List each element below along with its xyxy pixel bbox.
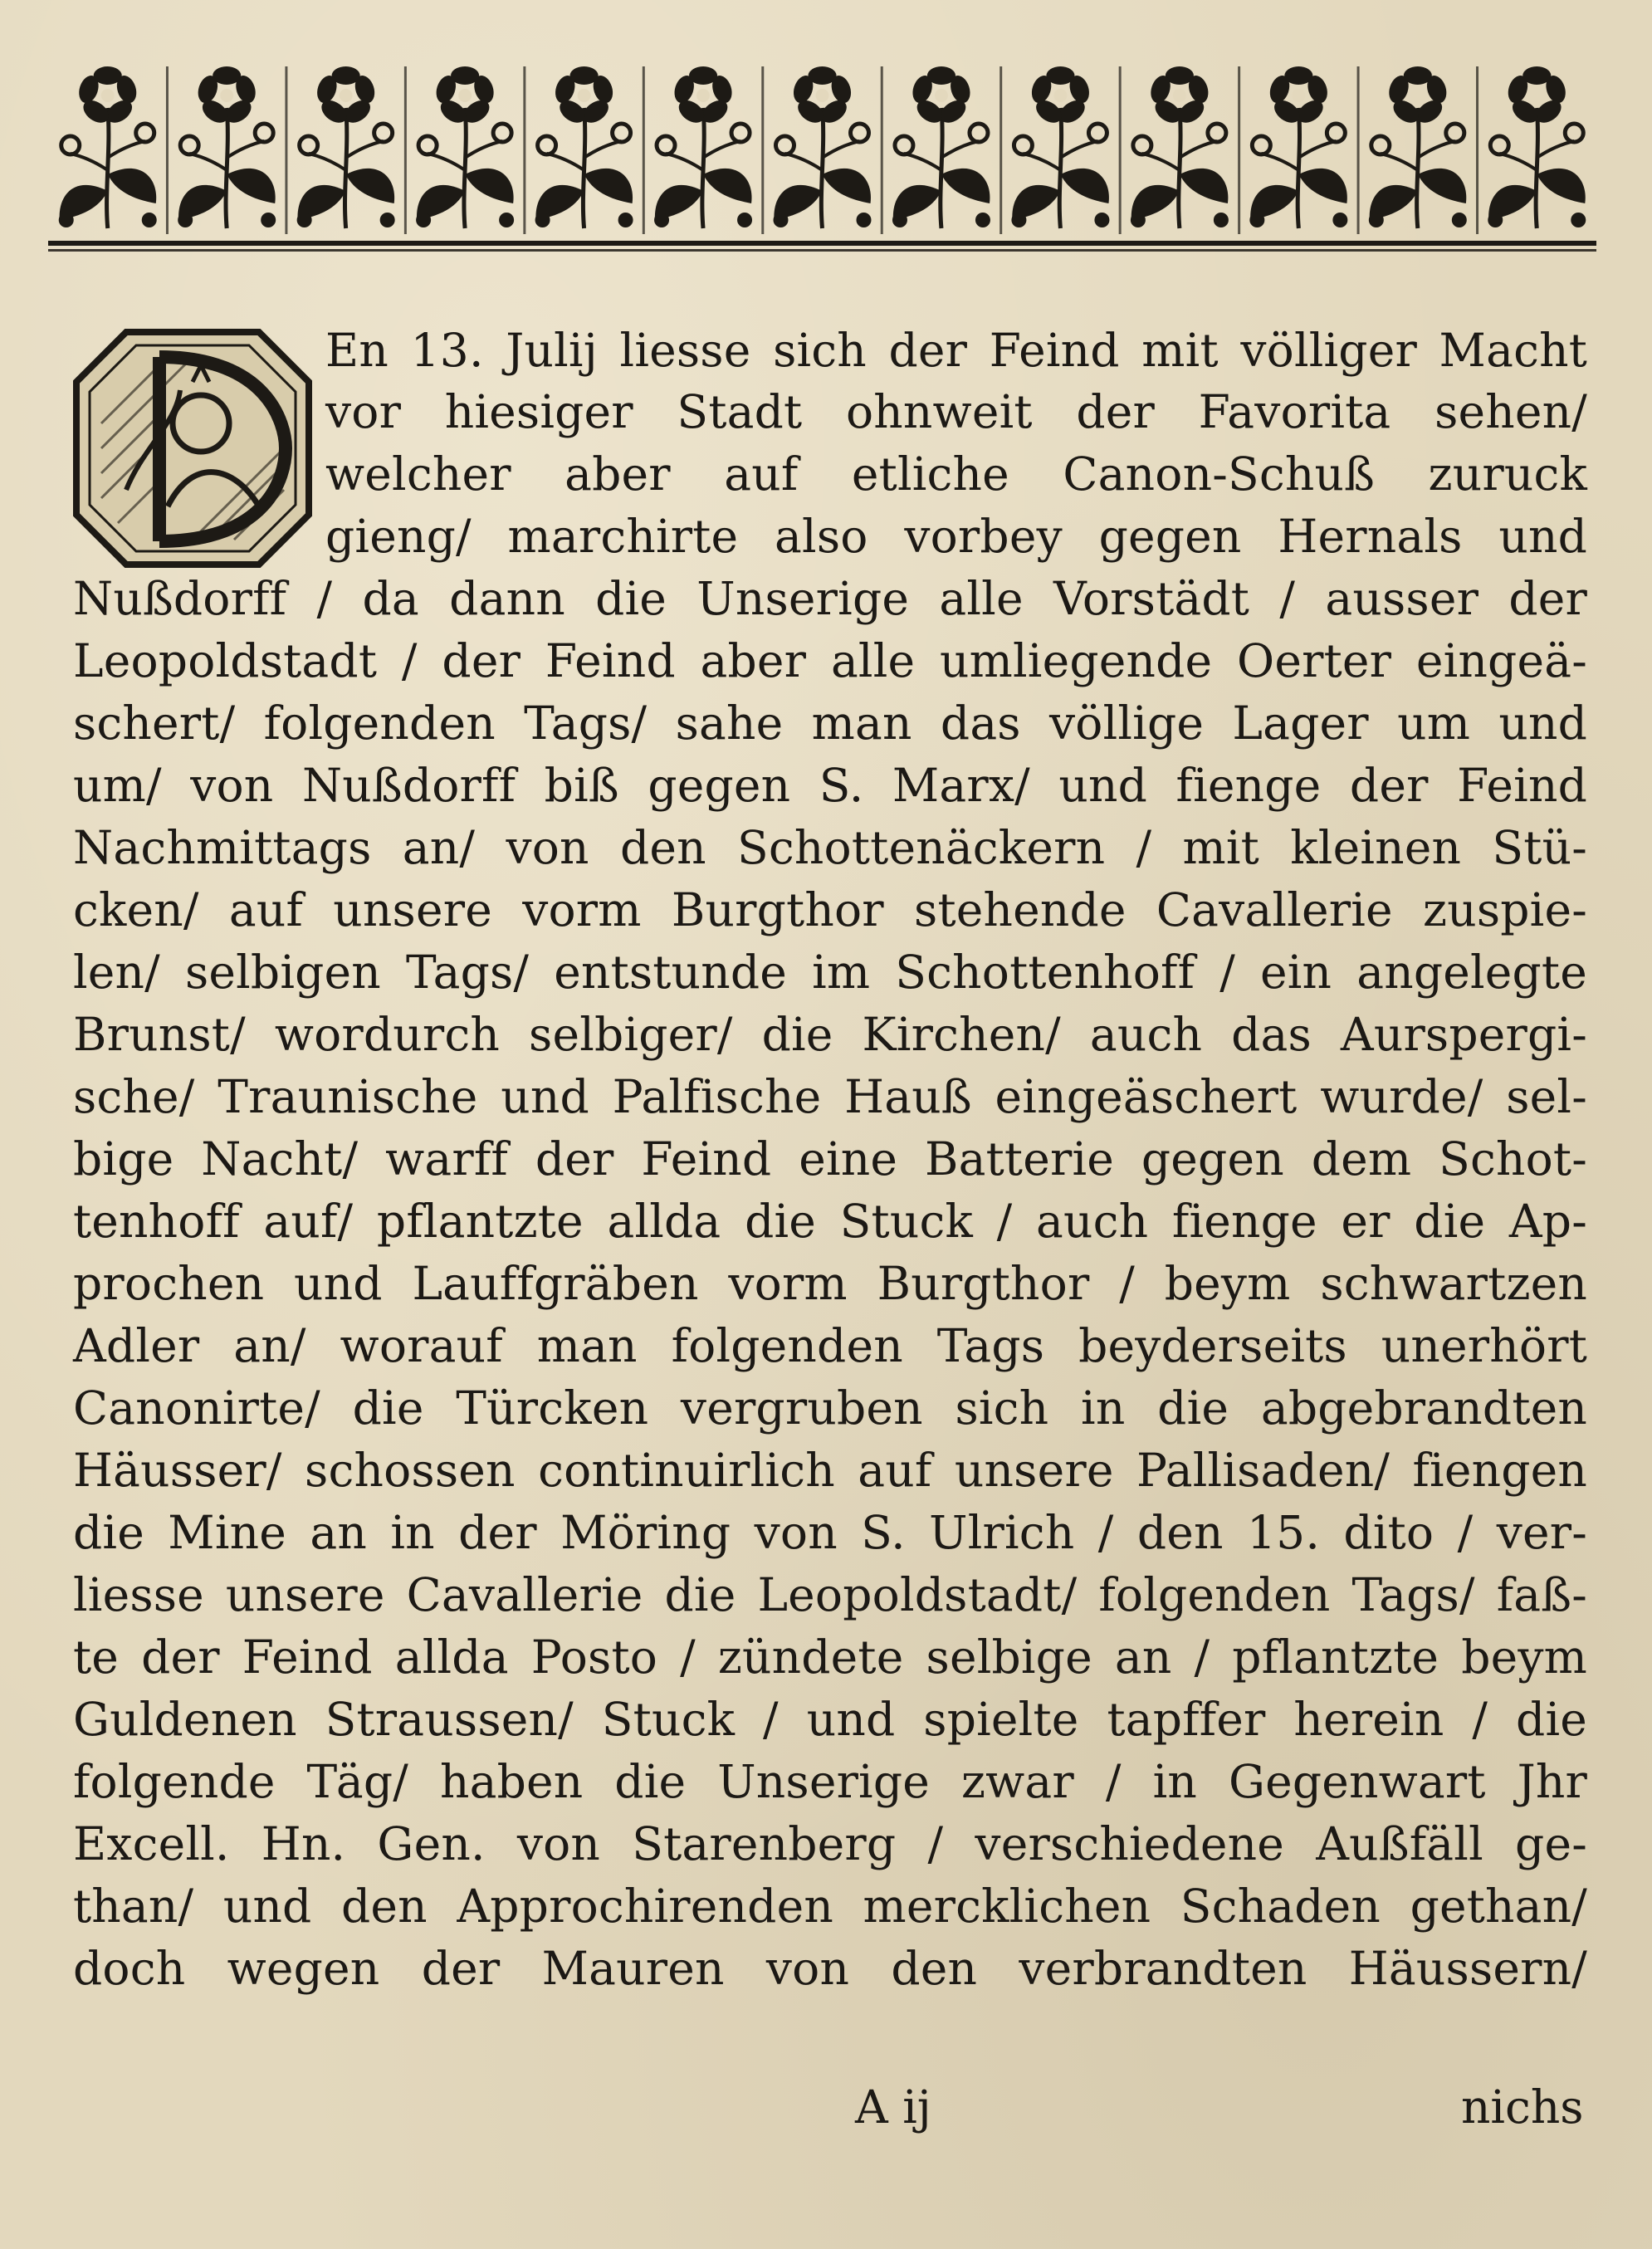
text-line: liesse unsere Cavallerie die Leopoldstadt/ folgenden Tags/ faß-	[73, 1568, 1587, 1621]
text-line: tenhoff auf/ pflantzte allda die Stuck / auch fienge er die Ap-	[73, 1195, 1587, 1248]
text-line: En 13. Julij liesse sich der Feind mit völliger Macht	[325, 324, 1587, 377]
text-line: Brunst/ wordurch selbiger/ die Kirchen/ auch das Aurspergi-	[73, 1008, 1587, 1061]
text-line: Leopoldstadt / der Feind aber alle umliegende Oerter eingeä-	[73, 634, 1587, 687]
text-line: sche/ Traunische und Palfische Hauß eingeäschert wurde/ sel-	[73, 1070, 1587, 1123]
text-line: prochen und Lauffgräben vorm Burgthor / beym schwartzen	[73, 1257, 1587, 1310]
text-line: schert/ folgenden Tags/ sahe man das völlige Lager um und	[73, 697, 1587, 750]
text-line: Excell. Hn. Gen. von Starenberg / verschiedene Außfäll ge-	[73, 1817, 1587, 1870]
signature-mark: A ij	[855, 2080, 931, 2134]
text-line: vor hiesiger Stadt ohnweit der Favorita sehen/	[325, 385, 1587, 438]
text-line: cken/ auf unsere vorm Burgthor stehende Cavallerie zuspie-	[73, 883, 1587, 936]
text-line: folgende Täg/ haben die Unserige zwar / in Gegenwart Jhr	[73, 1755, 1587, 1808]
text-line: Canonirte/ die Türcken vergruben sich in die abgebrandten	[73, 1381, 1587, 1435]
text-line: Guldenen Straussen/ Stuck / und spielte tapffer herein / die	[73, 1693, 1587, 1746]
text-line: Adler an/ worauf man folgenden Tags beyderseits unerhört	[73, 1319, 1587, 1372]
text-line: welcher aber auf etliche Canon-Schuß zuruck	[325, 447, 1587, 501]
catchword: nichs	[1461, 2080, 1584, 2134]
text-line: than/ und den Approchirenden mercklichen Schaden gethan/	[73, 1880, 1587, 1933]
text-line: doch wegen der Mauren von den verbrandten Häussern/	[73, 1942, 1587, 1995]
text-line: te der Feind allda Posto / zündete selbige an / pflantzte beym	[73, 1631, 1587, 1684]
text-line: gieng/ marchirte also vorbey gegen Hernals und	[325, 510, 1587, 563]
text-line: um/ von Nußdorff biß gegen S. Marx/ und fienge der Feind	[73, 759, 1587, 812]
text-line: Nachmittags an/ von den Schottenäckern / mit kleinen Stü-	[73, 821, 1587, 874]
text-line: die Mine an in der Möring von S. Ulrich / den 15. dito / ver-	[73, 1506, 1587, 1559]
text-line: bige Nacht/ warff der Feind eine Batterie gegen dem Schot-	[73, 1132, 1587, 1186]
text-line: Nußdorff / da dann die Unserige alle Vorstädt / ausser der	[73, 572, 1587, 625]
text-line: Häusser/ schossen continuirlich auf unsere Pallisaden/ fiengen	[73, 1444, 1587, 1497]
text-line: len/ selbigen Tags/ entstunde im Schottenhoff / ein angelegte	[73, 946, 1587, 999]
